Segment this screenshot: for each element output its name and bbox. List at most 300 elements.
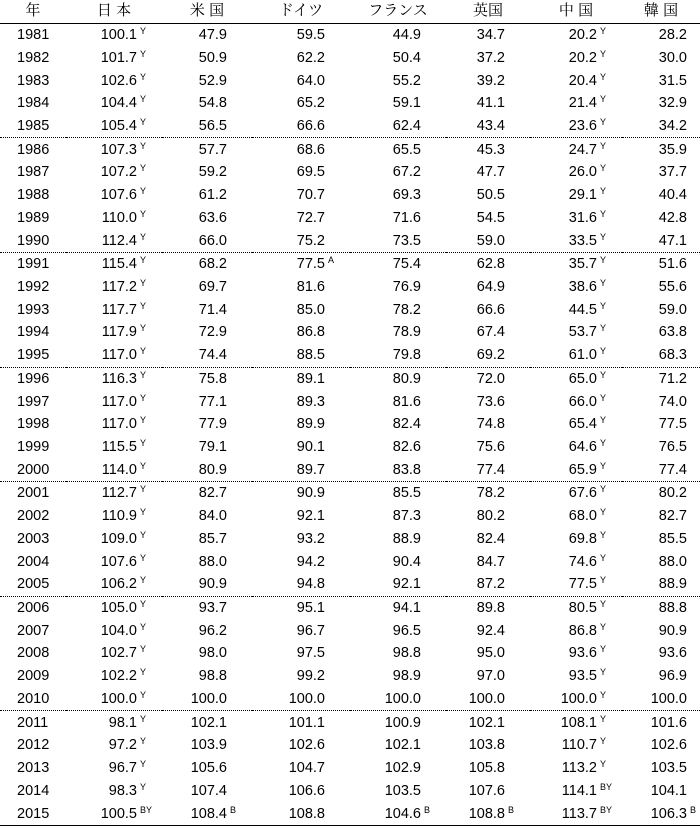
value: 117.0 [101, 347, 137, 364]
footnote-flag: Y [140, 94, 147, 105]
uk-cell [446, 276, 530, 299]
table-row [0, 802, 700, 825]
uk-cell [446, 344, 530, 367]
footnote-flag: Y [140, 781, 147, 792]
footnote-flag: Y [600, 369, 607, 380]
uk-cell [446, 413, 530, 436]
usa-cell [162, 321, 252, 344]
value: 112.7 [101, 485, 137, 502]
value: 88.9 [392, 530, 421, 547]
value: 88.0 [198, 553, 227, 570]
footnote-flag: Y [600, 208, 607, 219]
value: 35.9 [658, 141, 687, 158]
value: 47.1 [658, 232, 687, 249]
uk-cell [446, 298, 530, 321]
value: 88.0 [658, 553, 687, 570]
value: 67.6 [568, 485, 597, 502]
value: 35.7 [568, 256, 597, 273]
usa-cell [162, 23, 252, 46]
table-row [0, 298, 700, 321]
germany-cell [252, 505, 350, 528]
uk-cell [446, 458, 530, 481]
value: 70.7 [296, 187, 325, 204]
value: 50.4 [392, 49, 421, 66]
value: 100.0 [384, 690, 421, 707]
value: 85.7 [198, 530, 227, 547]
value: 75.2 [296, 232, 325, 249]
japan-cell [66, 206, 162, 229]
value: 105.6 [190, 760, 227, 777]
footnote-flag: Y [600, 621, 607, 632]
uk-cell [446, 665, 530, 688]
table-row [0, 229, 700, 252]
value: 73.6 [476, 393, 505, 410]
value: 80.5 [568, 600, 597, 617]
footnote-flag: Y [140, 759, 147, 770]
value: 90.9 [198, 576, 227, 593]
table-row [0, 505, 700, 528]
table-row [0, 482, 700, 505]
value: 80.9 [198, 461, 227, 478]
uk-cell [446, 23, 530, 46]
footnote-flag: Y [140, 116, 147, 127]
korea-cell [622, 321, 700, 344]
value: 107.6 [468, 782, 505, 799]
footnote-flag: Y [140, 208, 147, 219]
usa-cell [162, 115, 252, 138]
value: 65.2 [296, 95, 325, 112]
china-cell [530, 550, 622, 573]
footnote-flag: Y [140, 140, 147, 151]
value: 63.6 [198, 209, 227, 226]
korea-cell [622, 46, 700, 69]
france-cell [350, 619, 446, 642]
footnote-flag: Y [600, 186, 607, 197]
value: 88.8 [658, 600, 687, 617]
footnote-flag: Y [140, 277, 147, 288]
value: 114.1 [561, 782, 597, 799]
footnote-flag: Y [140, 599, 147, 610]
table-row [0, 46, 700, 69]
footnote-flag: B [424, 804, 431, 815]
korea-cell [622, 573, 700, 596]
footnote-flag: Y [600, 713, 607, 724]
uk-cell [446, 528, 530, 551]
table-row [0, 252, 700, 275]
header-germany: ドイツ [252, 0, 350, 23]
value: 90.1 [296, 439, 325, 456]
header-japan: 日 本 [66, 0, 162, 23]
usa-cell [162, 252, 252, 275]
usa-cell [162, 298, 252, 321]
table-row [0, 23, 700, 46]
usa-cell [162, 688, 252, 711]
year-cell: 2013 [17, 760, 50, 777]
value: 97.0 [476, 668, 505, 685]
usa-cell [162, 92, 252, 115]
japan-cell [66, 482, 162, 505]
footnote-flag: Y [600, 644, 607, 655]
usa-cell [162, 619, 252, 642]
footnote-flag: Y [600, 116, 607, 127]
value: 77.4 [476, 461, 505, 478]
germany-cell [252, 642, 350, 665]
value: 82.4 [476, 530, 505, 547]
value: 31.5 [658, 72, 687, 89]
value: 68.6 [296, 141, 325, 158]
france-cell [350, 161, 446, 184]
uk-cell [446, 711, 530, 734]
value: 98.9 [392, 668, 421, 685]
uk-cell [446, 46, 530, 69]
footnote-flag: A [328, 255, 335, 266]
value: 87.2 [476, 576, 505, 593]
korea-cell [622, 642, 700, 665]
footnote-flag: Y [600, 140, 607, 151]
value: 50.9 [198, 49, 227, 66]
value: 34.7 [476, 27, 505, 44]
value: 69.8 [568, 530, 597, 547]
value: 99.2 [296, 668, 325, 685]
germany-cell [252, 550, 350, 573]
table-row [0, 92, 700, 115]
value: 67.2 [392, 164, 421, 181]
germany-cell [252, 665, 350, 688]
value: 102.7 [100, 645, 137, 662]
table-row [0, 619, 700, 642]
table-row [0, 344, 700, 367]
header-france: フランス [350, 0, 446, 23]
japan-cell [66, 596, 162, 619]
value: 75.8 [198, 370, 227, 387]
value: 98.0 [198, 645, 227, 662]
korea-cell [622, 596, 700, 619]
table-row [0, 688, 700, 711]
year-cell: 1985 [0, 115, 66, 138]
germany-cell [252, 344, 350, 367]
value: 76.5 [658, 439, 687, 456]
uk-cell [446, 688, 530, 711]
footnote-flag: Y [140, 346, 147, 357]
value: 115.5 [101, 439, 137, 456]
usa-cell [162, 344, 252, 367]
value: 100.9 [384, 714, 421, 731]
value: 88.5 [296, 347, 325, 364]
usa-cell [162, 642, 252, 665]
china-cell [530, 734, 622, 757]
year-cell: 1988 [17, 187, 50, 204]
japan-cell [66, 642, 162, 665]
header-row [0, 0, 700, 23]
korea-cell [622, 390, 700, 413]
value: 59.5 [296, 27, 325, 44]
value: 98.8 [392, 645, 421, 662]
value: 84.0 [198, 508, 227, 525]
value: 71.4 [198, 301, 227, 318]
value: 96.9 [658, 668, 687, 685]
france-cell [350, 344, 446, 367]
value: 85.5 [658, 530, 687, 547]
year-cell: 2005 [0, 573, 66, 596]
china-cell [530, 184, 622, 207]
france-cell [350, 229, 446, 252]
germany-cell [252, 161, 350, 184]
value: 72.0 [476, 370, 505, 387]
korea-cell [622, 367, 700, 390]
year-cell: 1997 [17, 393, 50, 410]
value: 75.4 [392, 256, 421, 273]
value: 100.5 [100, 805, 137, 822]
value: 45.3 [476, 141, 505, 158]
value: 107.6 [100, 187, 137, 204]
usa-cell [162, 390, 252, 413]
france-cell [350, 596, 446, 619]
year-cell: 1990 [0, 229, 66, 252]
table-row [0, 665, 700, 688]
japan-cell [66, 619, 162, 642]
japan-cell [66, 757, 162, 780]
value: 50.5 [476, 187, 505, 204]
uk-cell [446, 482, 530, 505]
uk-cell [446, 252, 530, 275]
header-korea: 韓 国 [622, 0, 700, 23]
china-cell [530, 619, 622, 642]
year-cell: 2007 [17, 622, 50, 639]
table-row [0, 528, 700, 551]
footnote-flag: Y [140, 460, 147, 471]
usa-cell [162, 734, 252, 757]
germany-cell [252, 413, 350, 436]
footnote-flag: Y [600, 415, 607, 426]
uk-cell [446, 367, 530, 390]
china-cell [530, 229, 622, 252]
value: 44.5 [568, 301, 597, 318]
germany-cell [252, 252, 350, 275]
value: 78.9 [392, 324, 421, 341]
table-row [0, 115, 700, 138]
value: 107.2 [100, 164, 137, 181]
value: 104.4 [100, 95, 137, 112]
header-uk: 英国 [446, 0, 530, 23]
korea-cell [622, 528, 700, 551]
value: 100.0 [560, 690, 597, 707]
china-cell [530, 573, 622, 596]
footnote-flag: Y [140, 300, 147, 311]
footnote-flag: Y [600, 689, 607, 700]
value: 74.6 [568, 553, 597, 570]
japan-cell [66, 779, 162, 802]
value: 59.0 [476, 232, 505, 249]
footnote-flag: Y [140, 71, 147, 82]
japan-cell [66, 46, 162, 69]
china-cell [530, 458, 622, 481]
value: 92.4 [476, 622, 505, 639]
france-cell [350, 779, 446, 802]
value: 55.6 [658, 278, 687, 295]
china-cell [530, 298, 622, 321]
value: 68.3 [658, 347, 687, 364]
value: 105.8 [468, 760, 505, 777]
value: 100.0 [100, 690, 137, 707]
value: 66.6 [476, 301, 505, 318]
china-cell [530, 138, 622, 161]
value: 31.6 [568, 209, 597, 226]
table-row [0, 458, 700, 481]
year-cell: 2004 [17, 553, 50, 570]
value: 94.1 [392, 600, 421, 617]
japan-cell [66, 138, 162, 161]
china-cell [530, 596, 622, 619]
value: 61.0 [568, 347, 597, 364]
korea-cell [622, 115, 700, 138]
germany-cell [252, 528, 350, 551]
value: 39.2 [476, 72, 505, 89]
table-row [0, 161, 700, 184]
table-row [0, 757, 700, 780]
china-cell [530, 436, 622, 459]
footnote-flag: Y [600, 759, 607, 770]
uk-cell [446, 779, 530, 802]
usa-cell [162, 665, 252, 688]
year-cell: 1984 [17, 95, 50, 112]
china-cell [530, 528, 622, 551]
value: 81.6 [296, 278, 325, 295]
value: 95.1 [296, 600, 325, 617]
france-cell [350, 413, 446, 436]
japan-cell [66, 711, 162, 734]
table-row [0, 184, 700, 207]
uk-cell [446, 757, 530, 780]
table-row [0, 390, 700, 413]
usa-cell [162, 46, 252, 69]
year-cell: 1993 [17, 301, 50, 318]
value: 71.2 [658, 370, 687, 387]
japan-cell [66, 367, 162, 390]
france-cell [350, 711, 446, 734]
korea-cell [622, 802, 700, 825]
value: 62.8 [476, 256, 505, 273]
germany-cell [252, 367, 350, 390]
footnote-flag: Y [600, 575, 607, 586]
value: 61.2 [198, 187, 227, 204]
germany-cell [252, 779, 350, 802]
value: 59.2 [198, 164, 227, 181]
germany-cell [252, 596, 350, 619]
korea-cell [622, 276, 700, 299]
table-body [0, 23, 700, 825]
year-cell: 2008 [17, 645, 50, 662]
year-cell: 1989 [17, 209, 50, 226]
year-cell: 1998 [17, 416, 50, 433]
value: 40.4 [658, 187, 687, 204]
year-cell: 1994 [17, 324, 50, 341]
footnote-flag: B [508, 804, 515, 815]
footnote-flag: Y [140, 644, 147, 655]
footnote-flag: B [690, 804, 697, 815]
korea-cell [622, 344, 700, 367]
japan-cell [66, 390, 162, 413]
value: 84.7 [476, 553, 505, 570]
france-cell [350, 505, 446, 528]
germany-cell [252, 321, 350, 344]
value: 74.4 [198, 347, 227, 364]
germany-cell [252, 436, 350, 459]
year-cell: 2010 [0, 688, 66, 711]
uk-cell [446, 802, 530, 825]
year-cell: 1995 [0, 344, 66, 367]
year-cell: 1983 [17, 72, 50, 89]
france-cell [350, 92, 446, 115]
value: 108.4 [190, 805, 227, 822]
year-cell: 2012 [17, 737, 50, 754]
value: 104.6 [384, 805, 421, 822]
value: 108.8 [288, 805, 325, 822]
france-cell [350, 436, 446, 459]
value: 69.2 [476, 347, 505, 364]
china-cell [530, 482, 622, 505]
japan-cell [66, 92, 162, 115]
value: 68.0 [568, 508, 597, 525]
value: 105.0 [100, 600, 137, 617]
japan-cell [66, 734, 162, 757]
value: 52.9 [198, 72, 227, 89]
value: 59.1 [392, 95, 421, 112]
japan-cell [66, 23, 162, 46]
footnote-flag: Y [140, 507, 147, 518]
footnote-flag: Y [600, 529, 607, 540]
korea-cell [622, 161, 700, 184]
value: 55.2 [392, 72, 421, 89]
value: 102.1 [384, 737, 421, 754]
uk-cell [446, 573, 530, 596]
value: 66.6 [296, 117, 325, 134]
table-row [0, 779, 700, 802]
value: 37.2 [476, 49, 505, 66]
value: 78.2 [476, 485, 505, 502]
footnote-flag: BY [140, 804, 153, 815]
value: 82.4 [392, 416, 421, 433]
footnote-flag: Y [600, 736, 607, 747]
france-cell [350, 757, 446, 780]
germany-cell [252, 711, 350, 734]
france-cell [350, 802, 446, 825]
value: 89.1 [296, 370, 325, 387]
footnote-flag: Y [140, 552, 147, 563]
value: 32.9 [658, 95, 687, 112]
value: 89.7 [296, 461, 325, 478]
table-row [0, 69, 700, 92]
japan-cell [66, 252, 162, 275]
value: 64.0 [296, 72, 325, 89]
value: 20.4 [568, 72, 597, 89]
france-cell [350, 46, 446, 69]
korea-cell [622, 184, 700, 207]
year-cell: 2006 [17, 600, 50, 617]
value: 117.9 [101, 324, 137, 341]
china-cell [530, 276, 622, 299]
value: 23.6 [568, 117, 597, 134]
value: 93.6 [568, 645, 597, 662]
value: 75.6 [476, 439, 505, 456]
value: 112.4 [101, 232, 137, 249]
china-cell [530, 367, 622, 390]
uk-cell [446, 115, 530, 138]
value: 104.7 [288, 760, 325, 777]
value: 65.4 [568, 416, 597, 433]
value: 106.3 [650, 805, 687, 822]
uk-cell [446, 596, 530, 619]
korea-cell [622, 252, 700, 275]
